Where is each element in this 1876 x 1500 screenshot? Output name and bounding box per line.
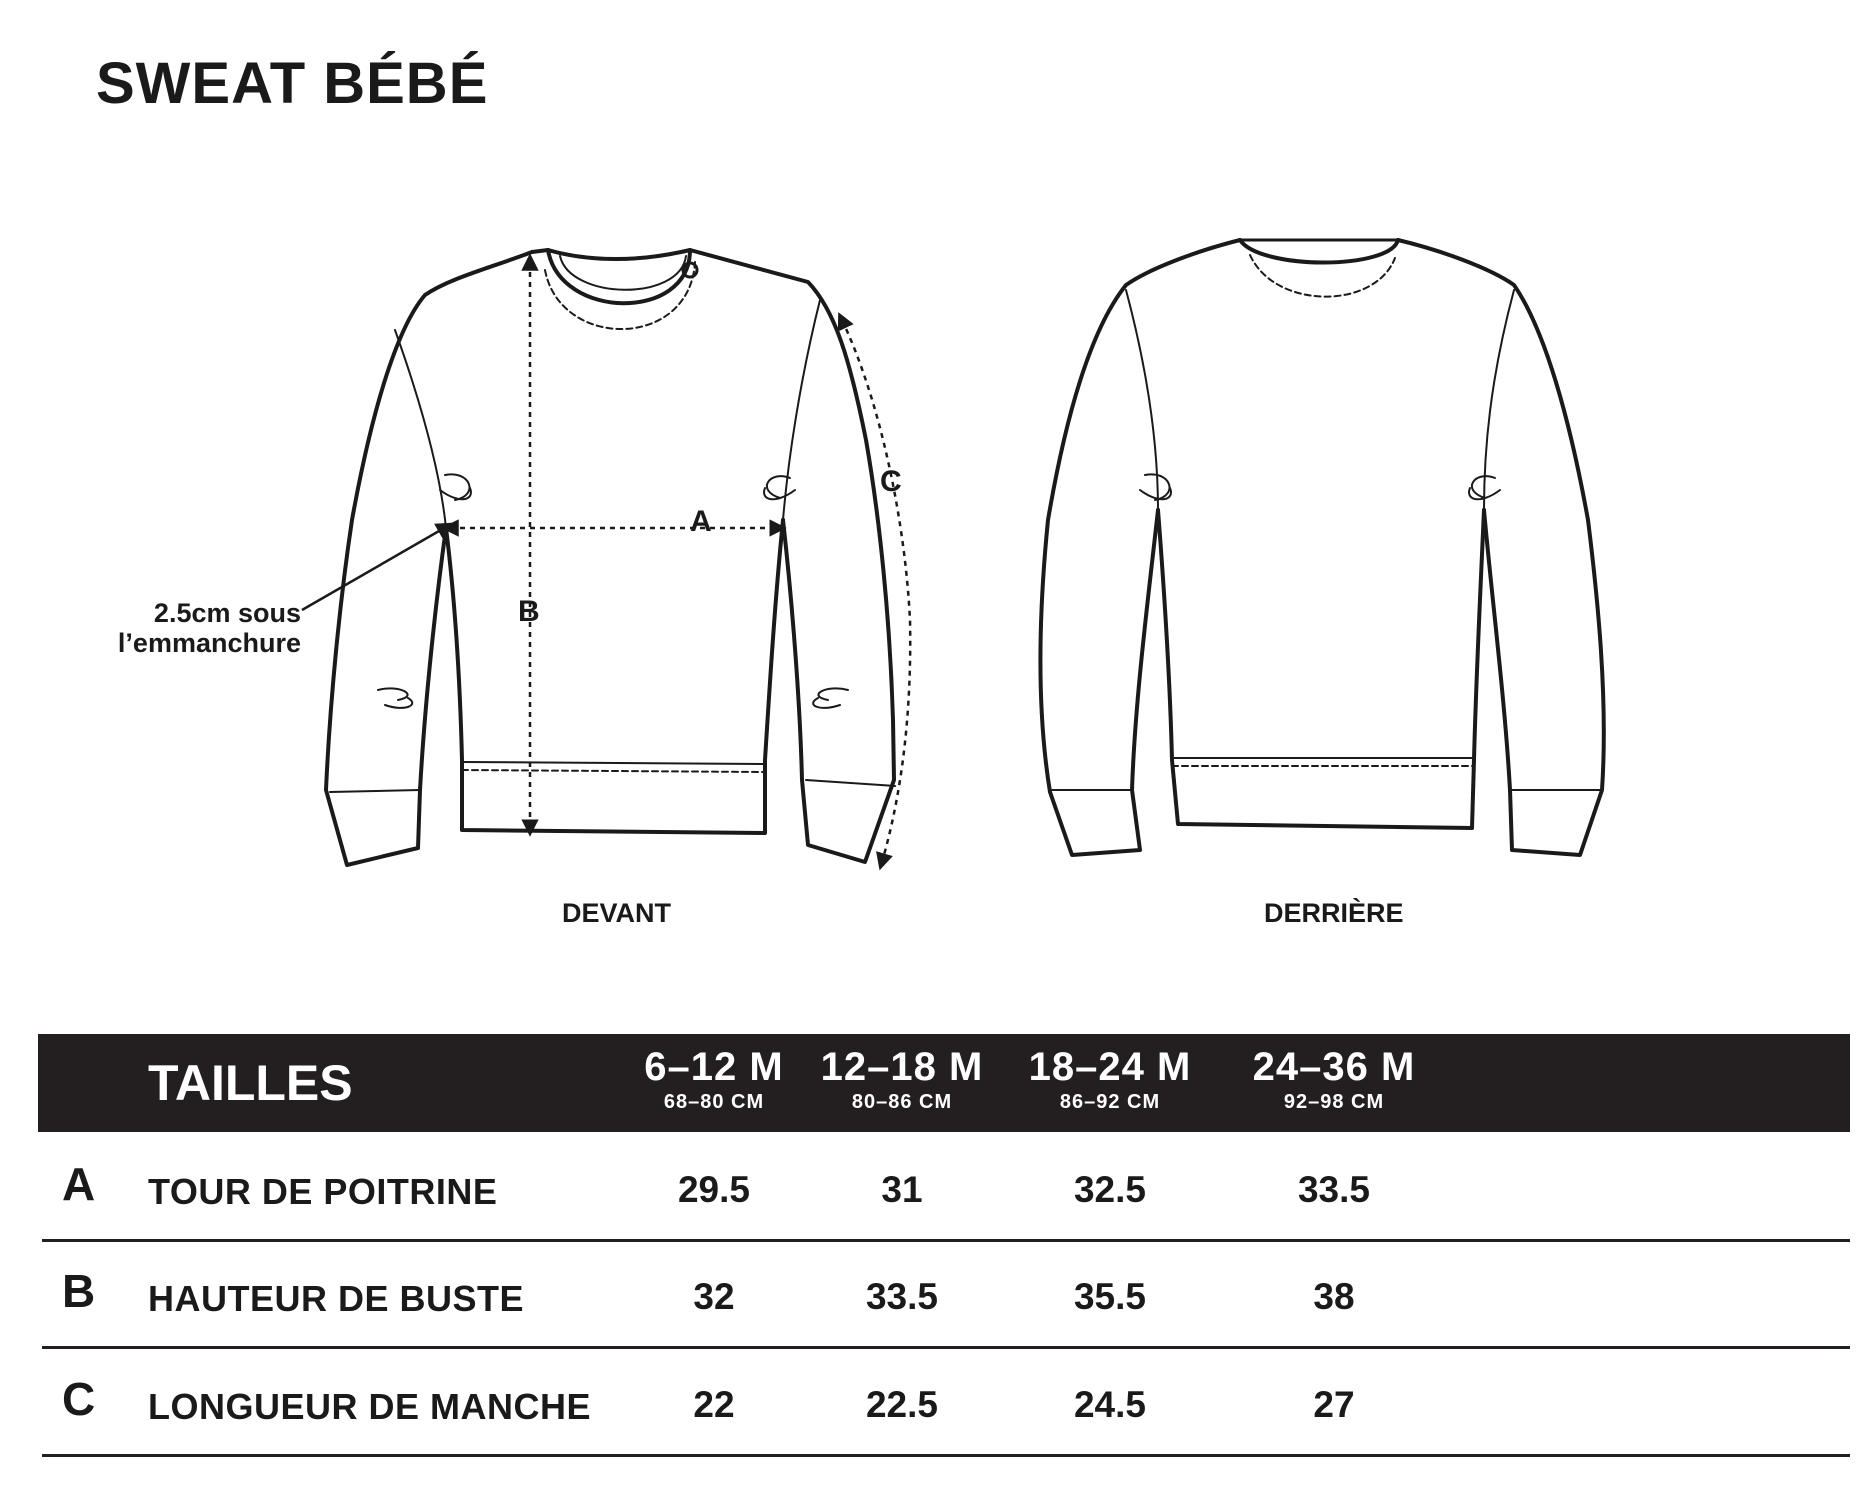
size-column-header	[624, 1044, 804, 1114]
row-letter: A	[62, 1158, 96, 1210]
table-cell: 24.5	[1073, 1384, 1146, 1425]
armpit-callout	[95, 598, 301, 658]
table-cell: 31	[881, 1169, 923, 1210]
table-cell: 29.5	[677, 1169, 750, 1210]
row-label: TOUR DE POITRINE	[148, 1171, 498, 1212]
size-age: 24–36 M	[1252, 1045, 1416, 1089]
table-cell: 32.5	[1073, 1169, 1146, 1210]
size-height: 68–80 CM	[663, 1091, 765, 1113]
row-divider	[42, 1346, 1850, 1349]
size-column-header	[812, 1044, 992, 1114]
page-title: SWEAT BÉBÉ	[96, 51, 489, 116]
row-letter: B	[62, 1265, 96, 1317]
table-row	[38, 1350, 1850, 1457]
front-sweater-drawing	[326, 250, 895, 865]
row-letter: C	[62, 1373, 96, 1425]
table-cell: 27	[1313, 1384, 1355, 1425]
back-view-label: DERRIÈRE	[1264, 898, 1404, 928]
table-cell: 38	[1313, 1276, 1355, 1317]
table-cell: 22.5	[865, 1384, 938, 1425]
table-cell: 32	[693, 1276, 735, 1317]
sizes-heading: TAILLES	[148, 1055, 353, 1111]
size-height: 86–92 CM	[1059, 1091, 1161, 1113]
dimension-label-a: A	[690, 505, 712, 538]
measurement-lines	[450, 262, 910, 862]
size-age: 6–12 M	[644, 1045, 784, 1089]
table-row	[38, 1242, 1850, 1349]
size-age: 12–18 M	[820, 1045, 984, 1089]
callout-line-1: 2.5cm sous	[153, 598, 301, 628]
size-height: 92–98 CM	[1283, 1091, 1385, 1113]
size-column-header	[1244, 1044, 1424, 1114]
dimension-label-b: B	[518, 595, 540, 628]
row-divider	[42, 1454, 1850, 1457]
table-cell: 35.5	[1073, 1276, 1146, 1317]
callout-arrow	[302, 527, 446, 610]
table-cell: 33.5	[1297, 1169, 1370, 1210]
size-column-header	[1020, 1044, 1200, 1114]
back-sweater-drawing	[1040, 240, 1603, 855]
dimension-label-c: C	[880, 465, 902, 498]
table-cell: 33.5	[865, 1276, 938, 1317]
row-label: LONGUEUR DE MANCHE	[148, 1386, 592, 1427]
size-table-header	[38, 1034, 1850, 1132]
callout-line-2: l’emmanchure	[117, 628, 301, 658]
table-row	[38, 1135, 1850, 1242]
size-age: 18–24 M	[1028, 1045, 1192, 1089]
front-view-label: DEVANT	[562, 898, 672, 928]
row-label: HAUTEUR DE BUSTE	[148, 1278, 525, 1319]
size-height: 80–86 CM	[851, 1091, 953, 1113]
table-cell: 22	[693, 1384, 735, 1425]
